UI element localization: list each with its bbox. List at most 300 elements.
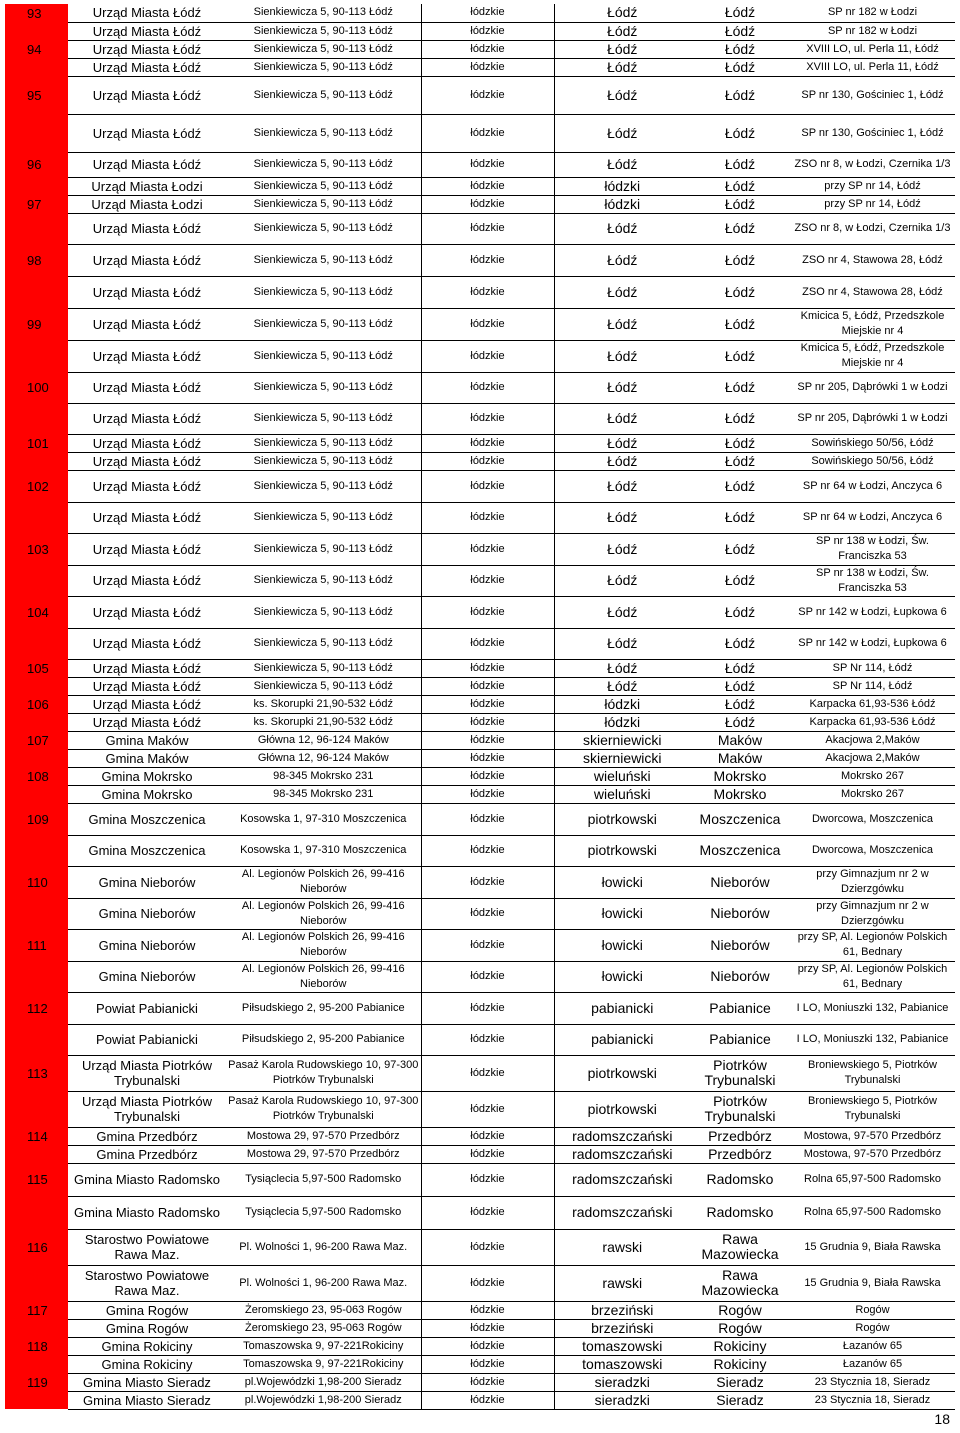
- location-address: Mostowa, 97-570 Przedbórz: [790, 1127, 955, 1145]
- county: Łódź: [554, 40, 690, 58]
- institution-address: Mostowa 29, 97-570 Przedbórz: [226, 1145, 421, 1163]
- institution-name: Urząd Miasta Łódź: [68, 372, 226, 403]
- institution-name: Gmina Nieborów: [68, 961, 226, 992]
- row-number: 115: [5, 1163, 68, 1196]
- table-row: [5, 340, 955, 372]
- table-row: [5, 177, 955, 195]
- county: skierniewicki: [554, 731, 690, 749]
- location-address: SP nr 64 w Łodzi, Anczyca 6: [790, 470, 955, 502]
- table-row: [5, 434, 955, 452]
- voivodeship: łódzkie: [421, 40, 554, 58]
- institution-name: Gmina Moszczenica: [68, 835, 226, 866]
- county: pabianicki: [554, 1024, 690, 1055]
- institution-address: Żeromskiego 23, 95-063 Rogów: [226, 1301, 421, 1319]
- row-number: 101: [5, 434, 68, 452]
- voivodeship: łódzkie: [421, 767, 554, 785]
- institution-name: Urząd Miasta Łódź: [68, 114, 226, 152]
- institution-name: Gmina Nieborów: [68, 929, 226, 961]
- table-row: [5, 22, 955, 40]
- voivodeship: łódzkie: [421, 898, 554, 929]
- table-row: [5, 40, 955, 58]
- municipality: Łódź: [690, 403, 790, 434]
- table-row: [5, 866, 955, 898]
- location-address: Rogów: [790, 1301, 955, 1319]
- row-number: 119: [5, 1373, 68, 1391]
- row-number: [5, 1319, 68, 1337]
- institution-address: Sienkiewicza 5, 90-113 Łódź: [226, 152, 421, 177]
- table-row: [5, 1355, 955, 1373]
- institution-address: Sienkiewicza 5, 90-113 Łódź: [226, 213, 421, 244]
- location-address: 15 Grudnia 9, Biała Rawska: [790, 1265, 955, 1301]
- table-row: [5, 1337, 955, 1355]
- institution-name: Gmina Przedbórz: [68, 1127, 226, 1145]
- institution-address: Sienkiewicza 5, 90-113 Łódź: [226, 22, 421, 40]
- municipality: Łódź: [690, 659, 790, 677]
- row-number: 96: [5, 152, 68, 177]
- table-row: [5, 1163, 955, 1196]
- municipality: Mokrsko: [690, 767, 790, 785]
- voivodeship: łódzkie: [421, 713, 554, 731]
- row-number: 94: [5, 40, 68, 58]
- institution-name: Urząd Miasta Piotrków Trybunalski: [68, 1055, 226, 1091]
- voivodeship: łódzkie: [421, 866, 554, 898]
- voivodeship: łódzkie: [421, 1229, 554, 1265]
- county: Łódź: [554, 276, 690, 308]
- municipality: Rogów: [690, 1319, 790, 1337]
- county: Łódź: [554, 213, 690, 244]
- institution-name: Gmina Rogów: [68, 1301, 226, 1319]
- table-row: [5, 1196, 955, 1229]
- table-row: [5, 502, 955, 533]
- row-number: [5, 1391, 68, 1409]
- voivodeship: łódzkie: [421, 1391, 554, 1409]
- voivodeship: łódzkie: [421, 596, 554, 628]
- location-address: Mokrsko 267: [790, 767, 955, 785]
- municipality: Łódź: [690, 114, 790, 152]
- voivodeship: łódzkie: [421, 1127, 554, 1145]
- county: Łódź: [554, 22, 690, 40]
- municipality: Przedbórz: [690, 1145, 790, 1163]
- institution-name: Powiat Pabianicki: [68, 992, 226, 1024]
- institution-name: Urząd Miasta Łódź: [68, 659, 226, 677]
- institution-name: Urząd Miasta Łódź: [68, 596, 226, 628]
- institution-name: Gmina Rogów: [68, 1319, 226, 1337]
- institution-address: Pasaż Karola Rudowskiego 10, 97-300 Piotrków Trybunalski: [226, 1091, 421, 1127]
- table-row: [5, 628, 955, 659]
- municipality: Łódź: [690, 502, 790, 533]
- location-address: 23 Stycznia 18, Sieradz: [790, 1391, 955, 1409]
- institution-address: Sienkiewicza 5, 90-113 Łódź: [226, 114, 421, 152]
- municipality: Łódź: [690, 308, 790, 340]
- location-address: SP Nr 114, Łódź: [790, 677, 955, 695]
- voivodeship: łódzkie: [421, 677, 554, 695]
- municipality: Łódź: [690, 434, 790, 452]
- voivodeship: łódzkie: [421, 4, 554, 22]
- institution-address: Al. Legionów Polskich 26, 99-416 Nieborów: [226, 898, 421, 929]
- voivodeship: łódzkie: [421, 1319, 554, 1337]
- institution-address: Pl. Wolności 1, 96-200 Rawa Maz.: [226, 1229, 421, 1265]
- row-number: [5, 114, 68, 152]
- county: piotrkowski: [554, 1055, 690, 1091]
- row-number: 107: [5, 731, 68, 749]
- county: Łódź: [554, 596, 690, 628]
- voivodeship: łódzkie: [421, 929, 554, 961]
- voivodeship: łódzkie: [421, 1163, 554, 1196]
- institution-name: Gmina Miasto Radomsko: [68, 1196, 226, 1229]
- voivodeship: łódzkie: [421, 502, 554, 533]
- location-address: Łazanów 65: [790, 1355, 955, 1373]
- county: łowicki: [554, 866, 690, 898]
- institution-address: Mostowa 29, 97-570 Przedbórz: [226, 1127, 421, 1145]
- voivodeship: łódzkie: [421, 835, 554, 866]
- location-address: ZSO nr 8, w Łodzi, Czernika 1/3: [790, 213, 955, 244]
- row-number: [5, 1196, 68, 1229]
- municipality: Mokrsko: [690, 785, 790, 803]
- institution-name: Urząd Miasta Piotrków Trybunalski: [68, 1091, 226, 1127]
- voivodeship: łódzkie: [421, 195, 554, 213]
- table-row: [5, 929, 955, 961]
- location-address: SP Nr 114, Łódź: [790, 659, 955, 677]
- institution-name: Gmina Miasto Sieradz: [68, 1373, 226, 1391]
- location-address: Broniewskiego 5, Piotrków Trybunalski: [790, 1055, 955, 1091]
- county: Łódź: [554, 152, 690, 177]
- row-number: [5, 452, 68, 470]
- row-number: [5, 177, 68, 195]
- voivodeship: łódzkie: [421, 22, 554, 40]
- county: Łódź: [554, 308, 690, 340]
- municipality: Łódź: [690, 40, 790, 58]
- voivodeship: łódzkie: [421, 434, 554, 452]
- institution-name: Urząd Miasta Łódź: [68, 308, 226, 340]
- county: Łódź: [554, 502, 690, 533]
- institution-address: Sienkiewicza 5, 90-113 Łódź: [226, 276, 421, 308]
- row-number: 100: [5, 372, 68, 403]
- municipality: Łódź: [690, 695, 790, 713]
- row-number: [5, 835, 68, 866]
- institution-address: Al. Legionów Polskich 26, 99-416 Nieborów: [226, 866, 421, 898]
- location-address: I LO, Moniuszki 132, Pabianice: [790, 992, 955, 1024]
- table-row: [5, 403, 955, 434]
- institution-name: Urząd Miasta Łódź: [68, 22, 226, 40]
- municipality: Łódź: [690, 677, 790, 695]
- institution-name: Urząd Miasta Łódź: [68, 533, 226, 565]
- row-number: 111: [5, 929, 68, 961]
- row-number: 109: [5, 803, 68, 835]
- county: Łódź: [554, 470, 690, 502]
- row-number: [5, 1091, 68, 1127]
- county: wieluński: [554, 785, 690, 803]
- institution-address: Główna 12, 96-124 Maków: [226, 731, 421, 749]
- voivodeship: łódzkie: [421, 76, 554, 114]
- municipality: Sieradz: [690, 1391, 790, 1409]
- institution-name: Gmina Rokiciny: [68, 1337, 226, 1355]
- institution-name: Gmina Przedbórz: [68, 1145, 226, 1163]
- institution-name: Powiat Pabianicki: [68, 1024, 226, 1055]
- row-number: 99: [5, 308, 68, 340]
- municipality: Nieborów: [690, 961, 790, 992]
- institution-address: Sienkiewicza 5, 90-113 Łódź: [226, 177, 421, 195]
- voivodeship: łódzkie: [421, 785, 554, 803]
- county: Łódź: [554, 565, 690, 596]
- county: Łódź: [554, 434, 690, 452]
- voivodeship: łódzkie: [421, 152, 554, 177]
- county: łowicki: [554, 961, 690, 992]
- page-number: 18: [934, 1411, 950, 1427]
- county: Łódź: [554, 340, 690, 372]
- table-row: [5, 76, 955, 114]
- county: brzeziński: [554, 1319, 690, 1337]
- table-row: [5, 308, 955, 340]
- location-address: przy Gimnazjum nr 2 w Dzierzgówku: [790, 898, 955, 929]
- municipality: Łódź: [690, 713, 790, 731]
- table-row: [5, 767, 955, 785]
- location-address: SP nr 130, Gościniec 1, Łódź: [790, 114, 955, 152]
- row-number: 106: [5, 695, 68, 713]
- institution-address: Sienkiewicza 5, 90-113 Łódź: [226, 659, 421, 677]
- institution-name: Gmina Moszczenica: [68, 803, 226, 835]
- location-address: SP nr 64 w Łodzi, Anczyca 6: [790, 502, 955, 533]
- table-body: [5, 4, 955, 1409]
- county: tomaszowski: [554, 1355, 690, 1373]
- voivodeship: łódzkie: [421, 403, 554, 434]
- location-address: przy Gimnazjum nr 2 w Dzierzgówku: [790, 866, 955, 898]
- row-number: 117: [5, 1301, 68, 1319]
- location-address: Karpacka 61,93-536 Łódź: [790, 713, 955, 731]
- row-number: 102: [5, 470, 68, 502]
- institution-address: Sienkiewicza 5, 90-113 Łódź: [226, 596, 421, 628]
- table-row: [5, 659, 955, 677]
- voivodeship: łódzkie: [421, 470, 554, 502]
- voivodeship: łódzkie: [421, 1373, 554, 1391]
- institution-address: Sienkiewicza 5, 90-113 Łódź: [226, 565, 421, 596]
- voivodeship: łódzkie: [421, 695, 554, 713]
- institution-name: Urząd Miasta Łódź: [68, 213, 226, 244]
- institution-address: pl.Wojewódzki 1,98-200 Sieradz: [226, 1391, 421, 1409]
- table-row: [5, 596, 955, 628]
- row-number: 104: [5, 596, 68, 628]
- county: radomszczański: [554, 1145, 690, 1163]
- table-row: [5, 58, 955, 76]
- location-address: Rolna 65,97-500 Radomsko: [790, 1196, 955, 1229]
- institution-address: Sienkiewicza 5, 90-113 Łódź: [226, 308, 421, 340]
- municipality: Łódź: [690, 195, 790, 213]
- institution-name: Urząd Miasta Łódź: [68, 58, 226, 76]
- county: łódzki: [554, 195, 690, 213]
- municipality: Pabianice: [690, 1024, 790, 1055]
- municipality: Łódź: [690, 177, 790, 195]
- municipality: Łódź: [690, 152, 790, 177]
- county: skierniewicki: [554, 749, 690, 767]
- voivodeship: łódzkie: [421, 1055, 554, 1091]
- municipality: Radomsko: [690, 1196, 790, 1229]
- institution-address: Sienkiewicza 5, 90-113 Łódź: [226, 372, 421, 403]
- institution-address: Kosowska 1, 97-310 Moszczenica: [226, 835, 421, 866]
- location-address: SP nr 182 w Łodzi: [790, 22, 955, 40]
- table-row: [5, 898, 955, 929]
- table-row: [5, 152, 955, 177]
- location-address: 15 Grudnia 9, Biała Rawska: [790, 1229, 955, 1265]
- institution-name: Starostwo Powiatowe Rawa Maz.: [68, 1229, 226, 1265]
- voivodeship: łódzkie: [421, 1196, 554, 1229]
- location-address: ZSO nr 4, Stawowa 28, Łódź: [790, 244, 955, 276]
- municipality: Łódź: [690, 565, 790, 596]
- row-number: [5, 1145, 68, 1163]
- county: wieluński: [554, 767, 690, 785]
- county: piotrkowski: [554, 803, 690, 835]
- institution-address: Tomaszowska 9, 97-221Rokiciny: [226, 1355, 421, 1373]
- table-row: [5, 803, 955, 835]
- institution-name: Urząd Miasta Łódź: [68, 76, 226, 114]
- institution-name: Urząd Miasta Łódź: [68, 628, 226, 659]
- table-row: [5, 1265, 955, 1301]
- county: sieradzki: [554, 1373, 690, 1391]
- row-number: [5, 1024, 68, 1055]
- municipality: Nieborów: [690, 866, 790, 898]
- institution-name: Gmina Nieborów: [68, 866, 226, 898]
- institution-name: Urząd Miasta Łódź: [68, 4, 226, 22]
- municipality: Rawa Mazowiecka: [690, 1229, 790, 1265]
- municipality: Łódź: [690, 533, 790, 565]
- location-address: Kmicica 5, Łódź, Przedszkole Miejskie nr 4: [790, 340, 955, 372]
- location-address: Sowińskiego 50/56, Łódź: [790, 452, 955, 470]
- voivodeship: łódzkie: [421, 114, 554, 152]
- location-address: przy SP, Al. Legionów Polskich 61, Bednary: [790, 929, 955, 961]
- table-row: [5, 1024, 955, 1055]
- county: Łódź: [554, 533, 690, 565]
- county: Łódź: [554, 628, 690, 659]
- voivodeship: łódzkie: [421, 803, 554, 835]
- county: Łódź: [554, 452, 690, 470]
- location-address: Akacjowa 2,Maków: [790, 749, 955, 767]
- institution-address: pl.Wojewódzki 1,98-200 Sieradz: [226, 1373, 421, 1391]
- table-row: [5, 1319, 955, 1337]
- voivodeship: łódzkie: [421, 731, 554, 749]
- institution-address: Główna 12, 96-124 Maków: [226, 749, 421, 767]
- institution-address: Sienkiewicza 5, 90-113 Łódź: [226, 502, 421, 533]
- row-number: 113: [5, 1055, 68, 1091]
- table-row: [5, 1127, 955, 1145]
- institution-address: Piłsudskiego 2, 95-200 Pabianice: [226, 992, 421, 1024]
- location-address: Rogów: [790, 1319, 955, 1337]
- county: Łódź: [554, 4, 690, 22]
- row-number: 114: [5, 1127, 68, 1145]
- table-row: [5, 1091, 955, 1127]
- table-row: [5, 1301, 955, 1319]
- location-address: Łazanów 65: [790, 1337, 955, 1355]
- voivodeship: łódzkie: [421, 992, 554, 1024]
- row-number: [5, 785, 68, 803]
- county: rawski: [554, 1229, 690, 1265]
- table-row: [5, 213, 955, 244]
- table-row: [5, 114, 955, 152]
- row-number: 98: [5, 244, 68, 276]
- municipality: Łódź: [690, 452, 790, 470]
- institution-address: ks. Skorupki 21,90-532 Łódź: [226, 713, 421, 731]
- municipality: Łódź: [690, 628, 790, 659]
- institution-address: Sienkiewicza 5, 90-113 Łódź: [226, 452, 421, 470]
- institution-name: Gmina Mokrsko: [68, 785, 226, 803]
- row-number: [5, 628, 68, 659]
- row-number: 108: [5, 767, 68, 785]
- county: łowicki: [554, 898, 690, 929]
- institution-name: Urząd Miasta Łódź: [68, 565, 226, 596]
- institution-address: Sienkiewicza 5, 90-113 Łódź: [226, 628, 421, 659]
- table-row: [5, 565, 955, 596]
- county: pabianicki: [554, 992, 690, 1024]
- municipality: Łódź: [690, 276, 790, 308]
- row-number: [5, 898, 68, 929]
- municipality: Piotrków Trybunalski: [690, 1055, 790, 1091]
- row-number: [5, 565, 68, 596]
- location-address: SP nr 142 w Łodzi, Łupkowa 6: [790, 596, 955, 628]
- row-number: [5, 1355, 68, 1373]
- county: Łódź: [554, 58, 690, 76]
- institutions-table: [5, 4, 955, 1410]
- county: łódzki: [554, 713, 690, 731]
- municipality: Nieborów: [690, 898, 790, 929]
- institution-address: Sienkiewicza 5, 90-113 Łódź: [226, 244, 421, 276]
- institution-name: Gmina Miasto Sieradz: [68, 1391, 226, 1409]
- institution-name: Urząd Miasta Łódź: [68, 244, 226, 276]
- institution-address: Sienkiewicza 5, 90-113 Łódź: [226, 677, 421, 695]
- voivodeship: łódzkie: [421, 308, 554, 340]
- location-address: przy SP, Al. Legionów Polskich 61, Bednary: [790, 961, 955, 992]
- location-address: XVIII LO, ul. Perla 11, Łódź: [790, 40, 955, 58]
- voivodeship: łódzkie: [421, 961, 554, 992]
- institution-address: Sienkiewicza 5, 90-113 Łódź: [226, 4, 421, 22]
- institution-address: Sienkiewicza 5, 90-113 Łódź: [226, 40, 421, 58]
- voivodeship: łódzkie: [421, 340, 554, 372]
- municipality: Łódź: [690, 372, 790, 403]
- county: łowicki: [554, 929, 690, 961]
- table-row: [5, 961, 955, 992]
- municipality: Łódź: [690, 58, 790, 76]
- institution-address: Sienkiewicza 5, 90-113 Łódź: [226, 76, 421, 114]
- row-number: [5, 403, 68, 434]
- municipality: Radomsko: [690, 1163, 790, 1196]
- institution-address: Sienkiewicza 5, 90-113 Łódź: [226, 470, 421, 502]
- county: Łódź: [554, 403, 690, 434]
- institution-name: Urząd Miasta Łódź: [68, 713, 226, 731]
- row-number: 95: [5, 76, 68, 114]
- municipality: Rokiciny: [690, 1337, 790, 1355]
- table-row: [5, 695, 955, 713]
- institution-address: Piłsudskiego 2, 95-200 Pabianice: [226, 1024, 421, 1055]
- table-row: [5, 713, 955, 731]
- row-number: [5, 502, 68, 533]
- institution-name: Urząd Miasta Łódź: [68, 677, 226, 695]
- voivodeship: łódzkie: [421, 58, 554, 76]
- location-address: I LO, Moniuszki 132, Pabianice: [790, 1024, 955, 1055]
- table-row: [5, 785, 955, 803]
- location-address: przy SP nr 14, Łódź: [790, 195, 955, 213]
- row-number: [5, 1265, 68, 1301]
- row-number: [5, 749, 68, 767]
- voivodeship: łódzkie: [421, 628, 554, 659]
- institution-address: Sienkiewicza 5, 90-113 Łódź: [226, 434, 421, 452]
- location-address: Broniewskiego 5, Piotrków Trybunalski: [790, 1091, 955, 1127]
- municipality: Sieradz: [690, 1373, 790, 1391]
- location-address: SP nr 182 w Łodzi: [790, 4, 955, 22]
- county: sieradzki: [554, 1391, 690, 1409]
- table-row: [5, 749, 955, 767]
- county: Łódź: [554, 372, 690, 403]
- institution-name: Urząd Miasta Łódź: [68, 152, 226, 177]
- county: łódzki: [554, 695, 690, 713]
- municipality: Nieborów: [690, 929, 790, 961]
- location-address: SP nr 138 w Łodzi, Św. Franciszka 53: [790, 533, 955, 565]
- institution-name: Urząd Miasta Łódź: [68, 434, 226, 452]
